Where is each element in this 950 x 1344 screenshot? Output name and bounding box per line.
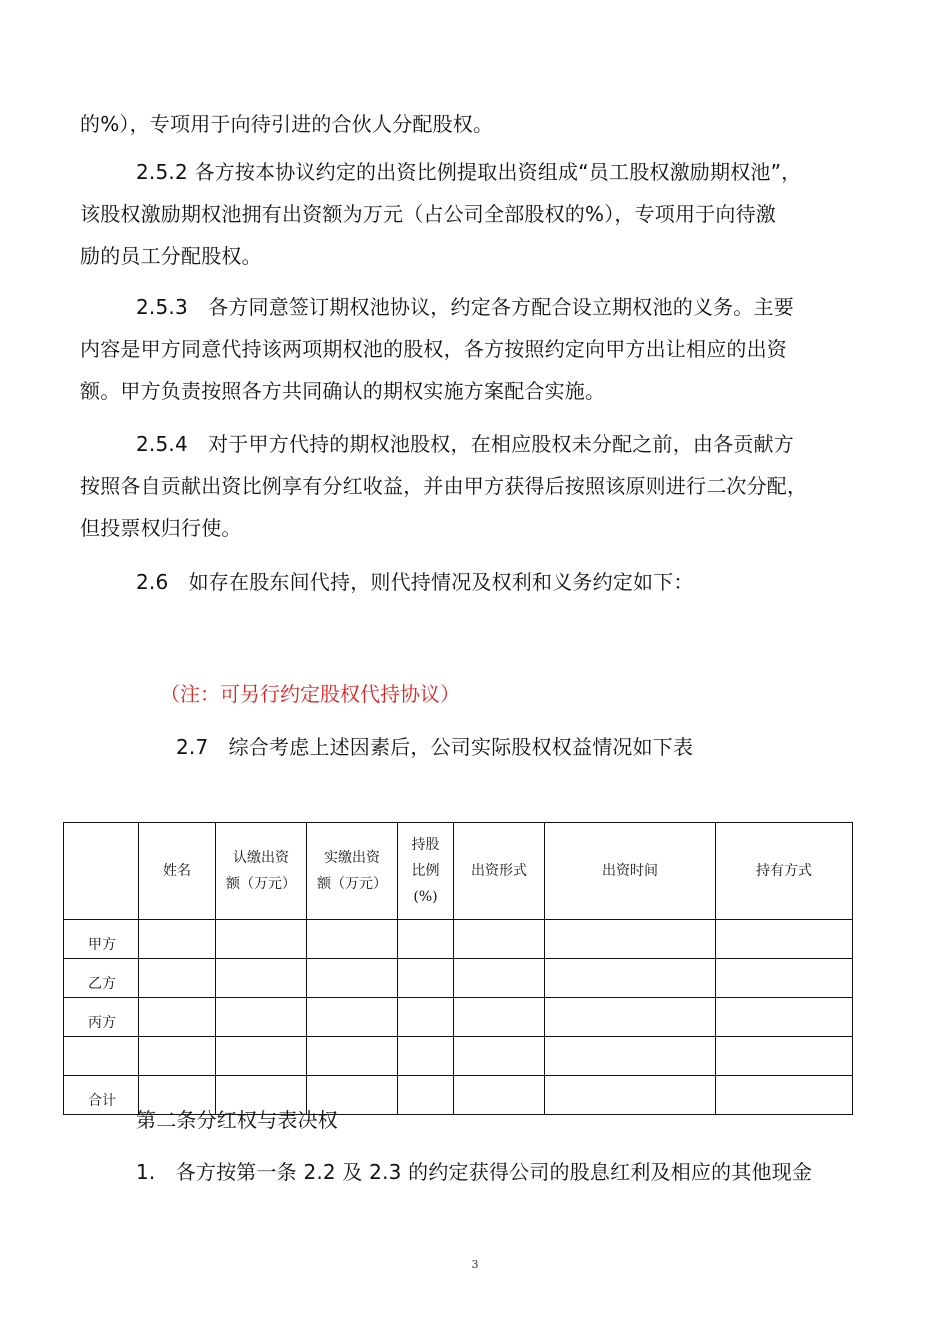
header-subscribed-line-2: 额（万元） <box>226 876 296 892</box>
header-ratio-line-1: 持股 <box>411 837 440 853</box>
table-cell <box>545 920 716 959</box>
paragraph-2-5-2-line-3: 励的员工分配股权。 <box>80 244 262 268</box>
table-cell <box>307 998 398 1037</box>
table-header-row <box>64 823 853 920</box>
paragraph-2-5-3-line-2: 内容是甲方同意代持该两项期权池的股权，各方按照约定向甲方出让相应的出资 <box>80 337 787 361</box>
table-cell <box>454 920 545 959</box>
section-heading-article-2: 第二条分红权与表决权 <box>136 1108 338 1132</box>
header-time <box>545 823 716 920</box>
header-holding-text: 持有方式 <box>756 863 812 879</box>
header-ratio <box>398 823 454 920</box>
paragraph-2-5-4-line-1: 2.5.4 对于甲方代持的期权池股权，在相应股权未分配之前，由各贡献方 <box>136 432 794 456</box>
page-number: 3 <box>471 1258 479 1271</box>
table-cell <box>398 1076 454 1115</box>
table-cell <box>139 998 216 1037</box>
paragraph-2-5-3-line-3: 额。甲方负责按照各方共同确认的期权实施方案配合实施。 <box>80 379 606 403</box>
paragraph-2-5-2-line-2: 该股权激励期权池拥有出资额为万元（占公司全部股权的%），专项用于向待激 <box>80 202 777 226</box>
header-holding <box>716 823 853 920</box>
table-row <box>64 920 853 959</box>
table-cell <box>454 1037 545 1076</box>
table-cell <box>454 998 545 1037</box>
paragraph-2-7: 2.7 综合考虑上述因素后，公司实际股权权益情况如下表 <box>176 735 694 759</box>
paragraph-2-5-4-line-2: 按照各自贡献出资比例享有分红收益，并由甲方获得后按照该原则进行二次分配， <box>80 474 808 498</box>
row-label-total: 合计 <box>64 1076 139 1115</box>
table-cell <box>545 959 716 998</box>
paragraph-article-2-item-1: 1. 各方按第一条 2.2 及 2.3 的约定获得公司的股息红利及相应的其他现金 <box>136 1160 813 1184</box>
table-cell <box>139 959 216 998</box>
header-paid-line-2: 额（万元） <box>317 876 387 892</box>
header-paid <box>307 823 398 920</box>
table-cell <box>216 959 307 998</box>
header-subscribed <box>216 823 307 920</box>
row-label-party-a: 甲方 <box>64 920 139 959</box>
row-label-party-c: 丙方 <box>64 998 139 1037</box>
header-time-text: 出资时间 <box>602 863 658 879</box>
table-cell <box>454 959 545 998</box>
note-proxy-agreement: （注：可另行约定股权代持协议） <box>160 682 460 706</box>
paragraph-2-5-1-tail: 的%），专项用于向待引进的合伙人分配股权。 <box>80 112 494 136</box>
table-cell <box>216 920 307 959</box>
table-cell <box>545 1037 716 1076</box>
header-form-text: 出资形式 <box>471 863 527 879</box>
header-name-text: 姓名 <box>163 863 191 879</box>
table-cell <box>216 998 307 1037</box>
header-blank <box>64 823 139 920</box>
table-cell <box>398 920 454 959</box>
row-label-party-b: 乙方 <box>64 959 139 998</box>
paragraph-2-5-3-line-1: 2.5.3 各方同意签订期权池协议，约定各方配合设立期权池的义务。主要 <box>136 295 794 319</box>
table-cell <box>716 1076 853 1115</box>
table-cell <box>139 1037 216 1076</box>
header-subscribed-line-1: 认缴出资 <box>233 850 289 866</box>
header-form <box>454 823 545 920</box>
table-cell <box>216 1037 307 1076</box>
paragraph-2-6: 2.6 如存在股东间代持，则代持情况及权利和义务约定如下： <box>136 570 694 594</box>
header-paid-line-1: 实缴出资 <box>324 850 380 866</box>
table-row <box>64 998 853 1037</box>
header-name <box>139 823 216 920</box>
table-cell <box>398 1037 454 1076</box>
table-cell <box>398 959 454 998</box>
table-cell <box>545 1076 716 1115</box>
table-row <box>64 1037 853 1076</box>
table-cell <box>454 1076 545 1115</box>
table-cell <box>545 998 716 1037</box>
table-cell <box>139 920 216 959</box>
paragraph-2-5-2-line-1: 2.5.2 各方按本协议约定的出资比例提取出资组成“员工股权激励期权池”， <box>136 160 802 184</box>
header-ratio-line-2: 比例 <box>411 863 440 879</box>
header-ratio-line-3: (%) <box>413 889 438 905</box>
table-cell <box>307 959 398 998</box>
table-cell <box>716 998 853 1037</box>
table-cell <box>716 920 853 959</box>
equity-table <box>63 822 853 1115</box>
table-cell <box>716 1037 853 1076</box>
table-cell <box>716 959 853 998</box>
table-cell <box>307 1037 398 1076</box>
table-cell <box>307 920 398 959</box>
row-label-empty <box>64 1037 139 1076</box>
table-row <box>64 959 853 998</box>
table-cell <box>398 998 454 1037</box>
paragraph-2-5-4-line-3: 但投票权归行使。 <box>80 516 242 540</box>
